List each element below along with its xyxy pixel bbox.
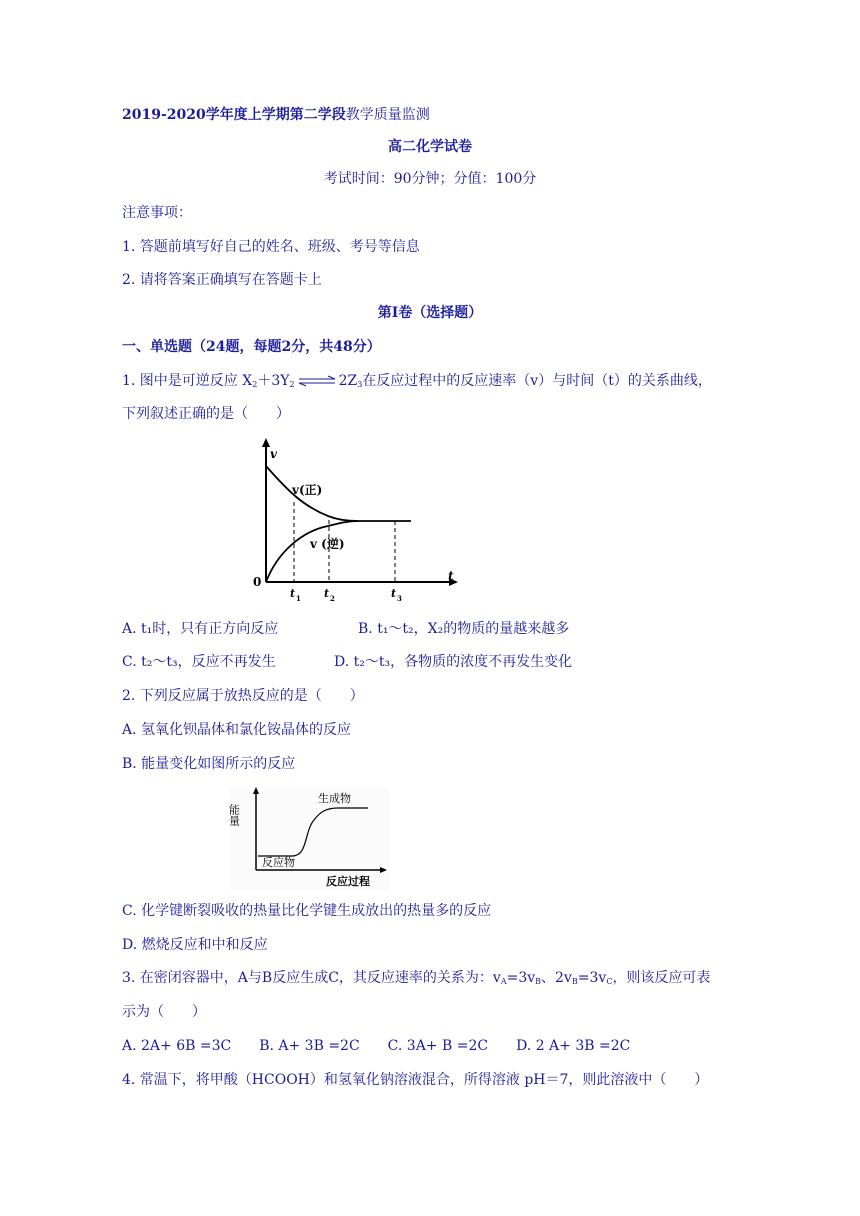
q3-line2: 示为（ ） bbox=[122, 1004, 206, 1020]
q2-option-d: D. 燃烧反应和中和反应 bbox=[122, 937, 268, 953]
note-item: 1. 答题前填写好自己的姓名、班级、考号等信息 bbox=[122, 239, 420, 255]
graph-origin: 0 bbox=[253, 575, 262, 589]
rate-time-graph bbox=[248, 436, 464, 606]
q1-prefix: 1. 图中是可逆反应 X bbox=[122, 373, 253, 389]
school-year: 2019-2020学年度上学期第二学段 bbox=[122, 107, 346, 123]
t1-label: t bbox=[290, 587, 296, 600]
q4-stem: 4. 常温下，将甲酸（HCOOH）和氢氧化钠溶液混合，所得溶液 pH＝7，则此溶液中（ ） bbox=[122, 1072, 709, 1088]
t1-sub: 1 bbox=[296, 594, 301, 603]
q1-option-c: C. t₂～t₃，反应不再发生 bbox=[122, 654, 276, 670]
notes-heading: 注意事项： bbox=[122, 205, 192, 221]
q2-stem: 2. 下列反应属于放热反应的是（ ） bbox=[122, 688, 364, 704]
school-year-line bbox=[122, 106, 430, 124]
q1-eq-mid: ＋3Y bbox=[257, 373, 290, 389]
exam-info: 考试时间：90分钟；分值：100分 bbox=[323, 171, 537, 187]
q1-eq-right: 2Z bbox=[338, 373, 358, 389]
t2-sub: 2 bbox=[330, 594, 335, 603]
q3-line1-end: ，则该反应可表 bbox=[612, 970, 711, 986]
q1-option-d: D. t₂～t₃，各物质的浓度不再发生变化 bbox=[334, 654, 573, 670]
q1-line2: 下列叙述正确的是（ ） bbox=[122, 406, 290, 422]
note-item: 2. 请将答案正确填写在答题卡上 bbox=[122, 272, 322, 288]
energy-y-label: 能量 bbox=[227, 804, 241, 826]
q2-option-a: A. 氢氧化钡晶体和氯化铵晶体的反应 bbox=[122, 722, 352, 738]
q1-option-b: B. t₁～t₂，X₂的物质的量越来越多 bbox=[358, 621, 570, 637]
quality-monitor: 教学质量监测 bbox=[345, 107, 430, 123]
q3-rate: =3v bbox=[506, 970, 536, 986]
exam-title: 高二化学试卷 bbox=[388, 139, 472, 155]
q3-rate2: 、2v bbox=[541, 970, 572, 986]
t2-label: t bbox=[324, 587, 330, 600]
t3-sub: 3 bbox=[397, 594, 402, 603]
q1-suffix: 在反应过程中的反应速率（v）与时间（t）的关系曲线， bbox=[362, 373, 712, 389]
energy-x-label: 反应过程 bbox=[326, 875, 370, 888]
q1-stem: 1. 图中是可逆反应 $X_2+3Y_2$ $2Z_3$在反应过程中的反应速率（v）与时间（t）的关系曲线， bbox=[122, 373, 712, 389]
q2-option-b: B. 能量变化如图所示的反应 bbox=[122, 756, 296, 772]
section-heading: 一、单选题（24题，每题2分，共48分） bbox=[122, 339, 381, 355]
energy-profile-graph bbox=[227, 786, 390, 890]
q3-line1: 3. 在密闭容器中，A与B反应生成C，其反应速率的关系为：v bbox=[122, 970, 501, 986]
q3-stem: 3. 在密闭容器中，A与B反应生成C，其反应速率的关系为：$v_A=3v_B$、$2v_B=3v_C$，则该反应可表 bbox=[122, 970, 711, 986]
part1-title: 第Ⅰ卷（选择题） bbox=[377, 305, 483, 321]
t3-label: t bbox=[391, 587, 397, 600]
q3-rate3: =3v bbox=[577, 970, 607, 986]
graph-y-label: v bbox=[270, 447, 277, 461]
q2-option-c: C. 化学键断裂吸收的热量比化学键生成放出的热量多的反应 bbox=[122, 903, 492, 919]
q3-options: A. 2A+ 6B =3C B. A+ 3B =2C C. 3A+ B =2C D. 2 A+ 3B =2C bbox=[122, 1038, 631, 1054]
product-label: 生成物 bbox=[318, 792, 351, 805]
graph-x-label: t bbox=[448, 569, 454, 583]
reverse-rate-label: v (逆) bbox=[310, 537, 345, 551]
forward-rate-label: v(正) bbox=[292, 483, 323, 497]
q1-option-a: A. t₁时，只有正方向反应 bbox=[122, 621, 279, 637]
reactant-label: 反应物 bbox=[262, 856, 295, 869]
reversible-arrow-icon bbox=[297, 375, 337, 387]
